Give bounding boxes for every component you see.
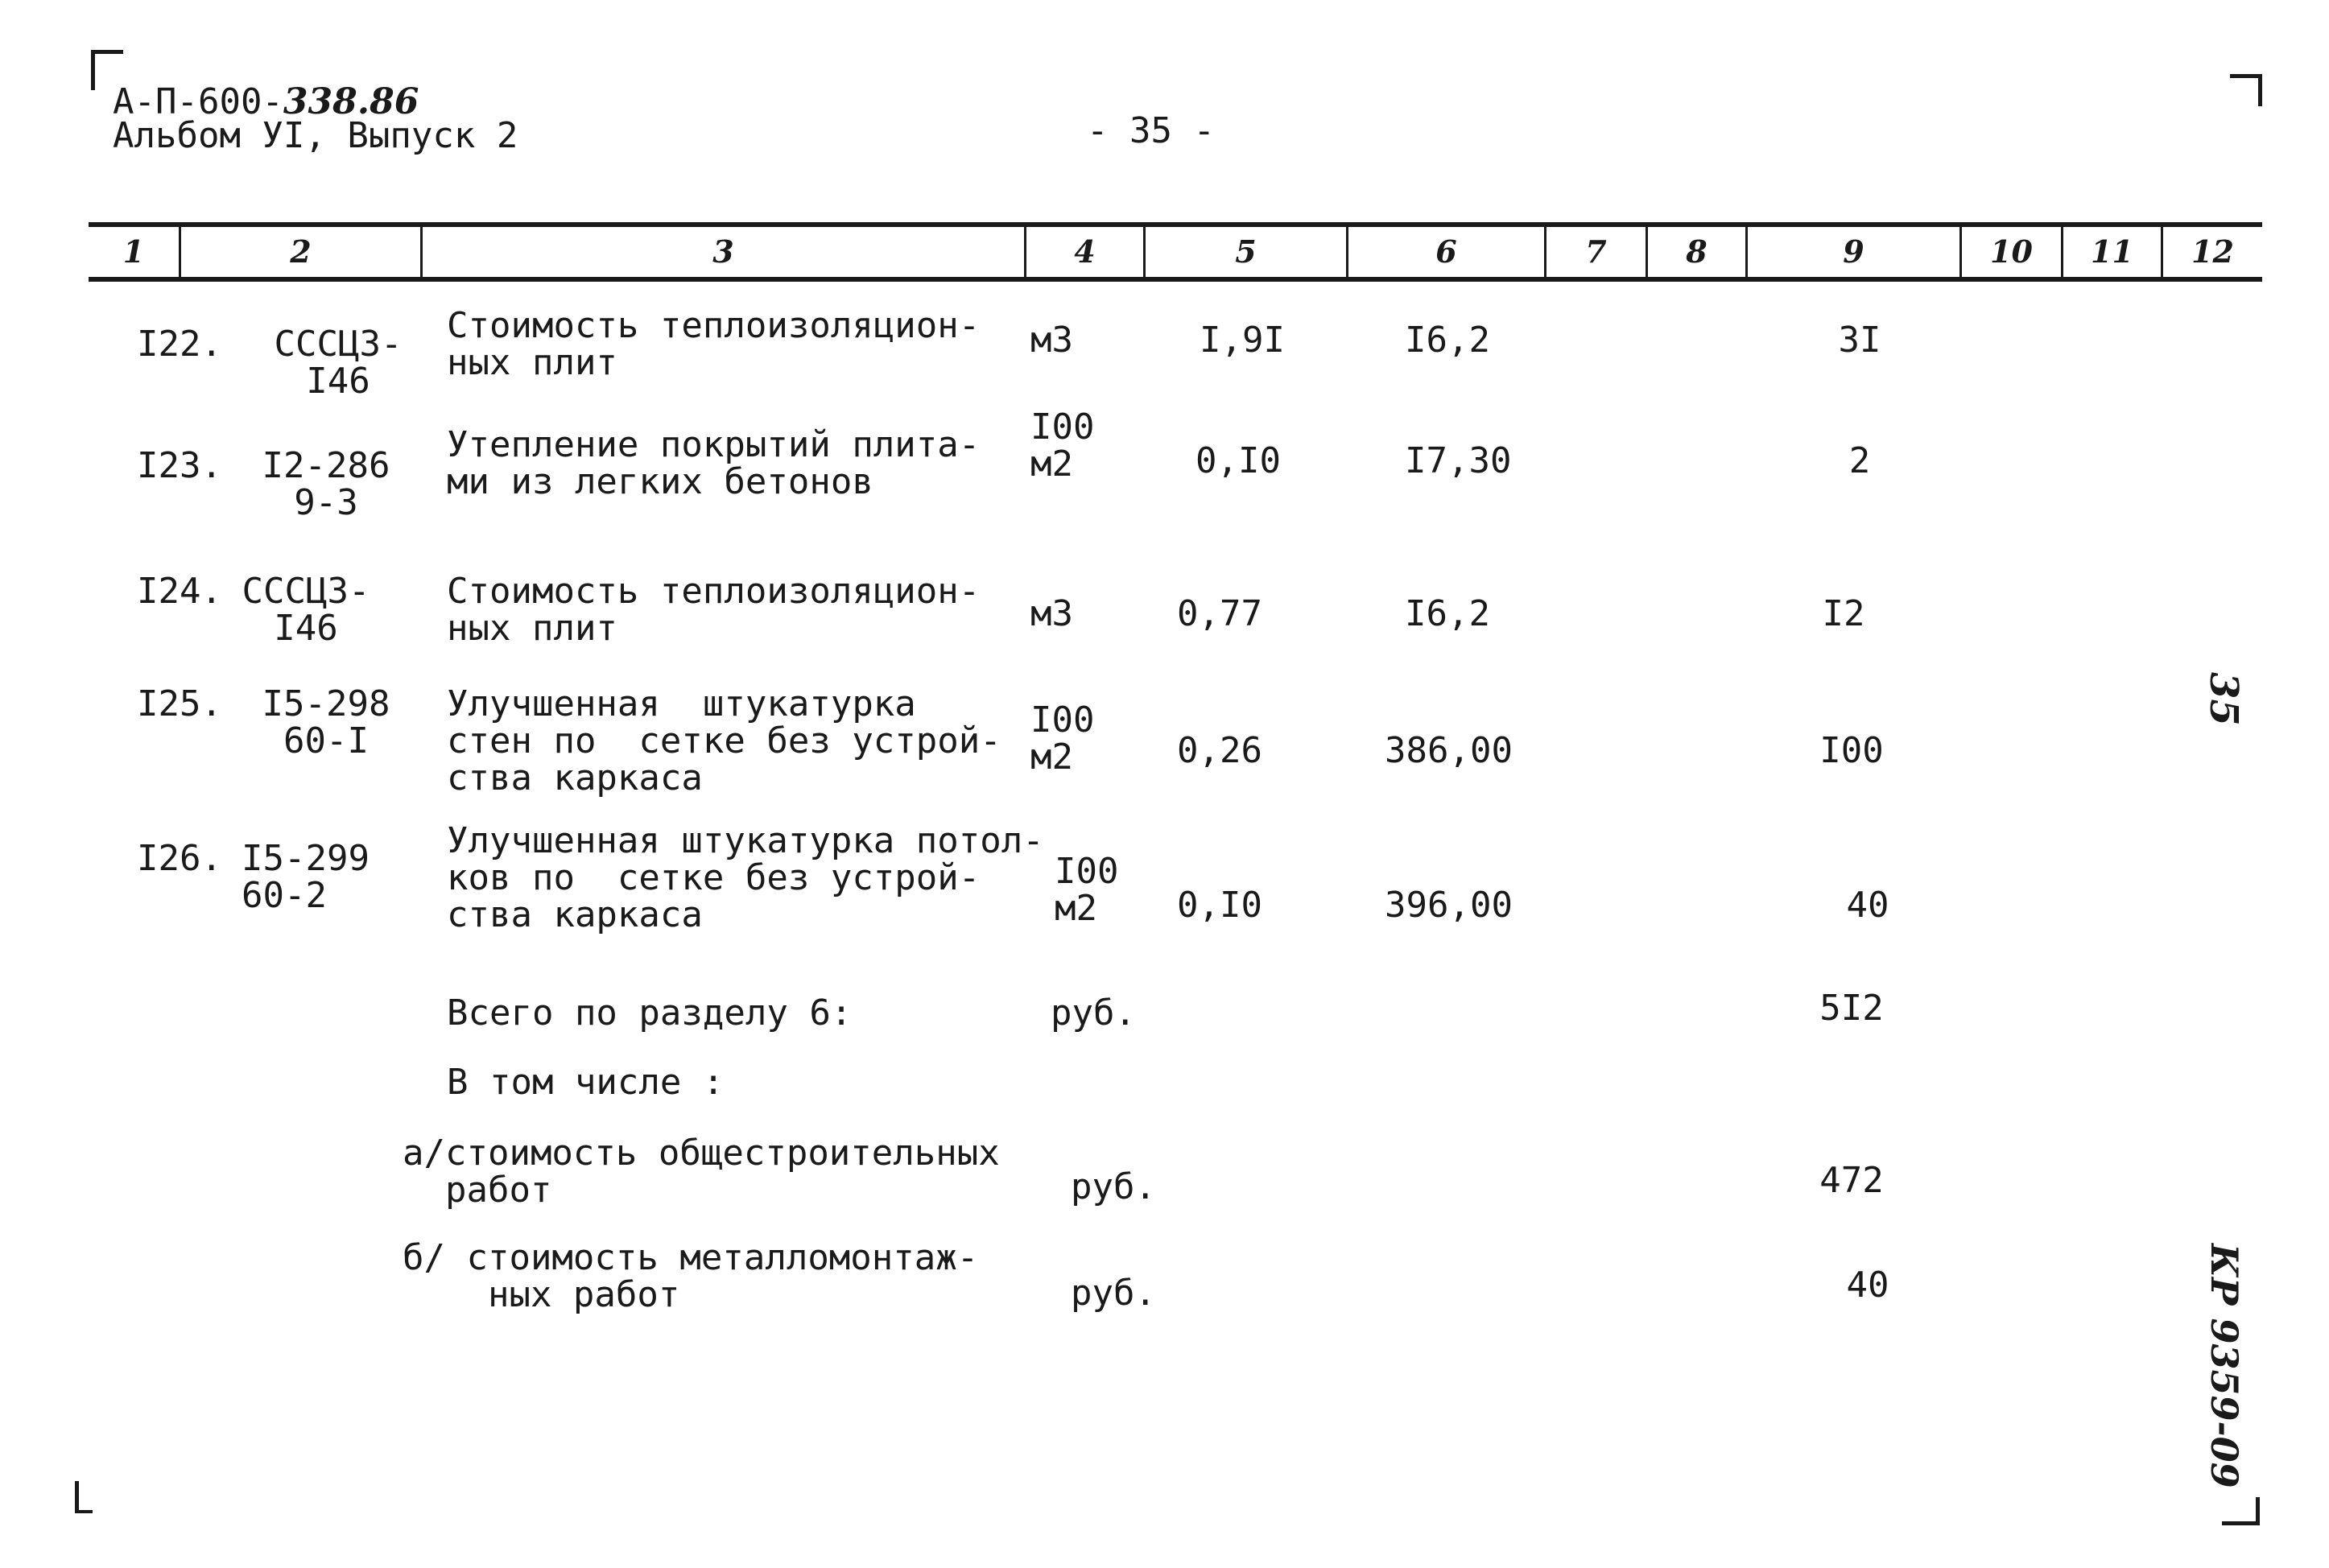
column-number: 4 <box>1074 233 1096 270</box>
row-cost: I00 <box>1819 730 1884 771</box>
including-label: В том числе : <box>447 1062 725 1103</box>
row-cost: 3I <box>1838 320 1881 361</box>
row-code: I2-286 9-3 <box>262 445 390 523</box>
column-number: 11 <box>2091 233 2133 270</box>
row-price: 386,00 <box>1385 730 1513 771</box>
row-description: Улучшенная штукатурка стен по сетке без устрой- ства каркаса <box>447 683 1001 798</box>
column-number: 10 <box>1990 233 2033 270</box>
row-price: I6,2 <box>1405 320 1490 361</box>
row-unit: I00 м2 <box>1055 851 1119 929</box>
row-number: I26. <box>137 838 222 879</box>
page-number: - 35 - <box>1087 110 1215 151</box>
row-quantity: I,9I <box>1200 320 1285 361</box>
column-number: 6 <box>1435 233 1457 270</box>
column-number: 9 <box>1843 233 1864 270</box>
row-quantity: 0,I0 <box>1195 440 1281 481</box>
row-code: СССЦ3- I46 <box>242 571 370 649</box>
metal-assembly-unit: руб. <box>1071 1273 1156 1314</box>
row-code: СССЦ3- I46 <box>274 324 403 402</box>
row-code: I5-298 60-I <box>262 683 390 761</box>
section-total-unit: руб. <box>1051 992 1136 1034</box>
row-quantity: 0,I0 <box>1177 885 1262 926</box>
row-price: 396,00 <box>1385 885 1513 926</box>
row-number: I25. <box>137 683 222 724</box>
row-quantity: 0,26 <box>1177 730 1262 771</box>
general-construction-unit: руб. <box>1071 1166 1156 1207</box>
column-number: 8 <box>1686 233 1708 270</box>
corner-mark-bottom-right-h <box>2222 1521 2258 1525</box>
row-description: Улучшенная штукатурка потол- ков по сетке без устрой- ства каркаса <box>447 820 1044 935</box>
corner-mark-bottom-left-v <box>75 1481 79 1513</box>
column-number: 1 <box>122 233 145 270</box>
row-price: I7,30 <box>1405 440 1512 481</box>
section-total-value: 5I2 <box>1819 988 1884 1029</box>
metal-assembly-label: б/ стоимость металломонтаж- ных работ <box>403 1237 979 1315</box>
row-description: Стоимость теплоизоляцион- ных плит <box>447 305 981 383</box>
row-number: I24. <box>137 571 222 612</box>
row-description: Утепление покрытий плита- ми из легких бетонов <box>447 424 981 502</box>
margin-document-number: КР 9359-09 <box>2203 1244 2246 1488</box>
row-quantity: 0,77 <box>1177 593 1262 634</box>
corner-mark-top-right-v <box>2258 74 2262 106</box>
row-code: I5-299 60-2 <box>242 838 370 916</box>
row-unit: м3 <box>1030 320 1073 361</box>
row-cost: I2 <box>1822 593 1865 634</box>
document-code-handwritten: 338.86 <box>283 81 419 122</box>
metal-assembly-value: 40 <box>1846 1265 1889 1306</box>
row-unit: I00 м2 <box>1030 699 1095 778</box>
row-number: I23. <box>137 445 222 486</box>
column-number: 3 <box>712 233 734 270</box>
corner-mark-bottom-left-h <box>75 1510 93 1513</box>
row-price: I6,2 <box>1405 593 1490 634</box>
general-construction-label: а/стоимость общестроительных работ <box>403 1133 1000 1211</box>
column-number: 2 <box>290 233 312 270</box>
document-code-prefix: А-П-600- <box>113 81 283 122</box>
column-number: 5 <box>1235 233 1257 270</box>
row-unit: м3 <box>1030 593 1073 634</box>
corner-mark-top-left-v <box>91 50 95 90</box>
row-number: I22. <box>137 324 222 365</box>
corner-mark-bottom-right-v <box>2256 1497 2260 1525</box>
row-description: Стоимость теплоизоляцион- ных плит <box>447 571 981 649</box>
column-number: 12 <box>2191 233 2234 270</box>
column-number: 7 <box>1585 233 1607 270</box>
album-info: Альбом УI, Выпуск 2 <box>113 115 518 156</box>
margin-page-number: 35 <box>2201 672 2246 726</box>
row-cost: 2 <box>1848 440 1871 481</box>
table-header-bottom-rule <box>89 277 2262 282</box>
row-unit: I00 м2 <box>1030 406 1095 485</box>
general-construction-value: 472 <box>1819 1160 1884 1201</box>
corner-mark-top-left-h <box>91 50 123 54</box>
row-cost: 40 <box>1846 885 1889 926</box>
corner-mark-top-right-h <box>2230 74 2262 78</box>
section-total-label: Всего по разделу 6: <box>447 992 853 1034</box>
